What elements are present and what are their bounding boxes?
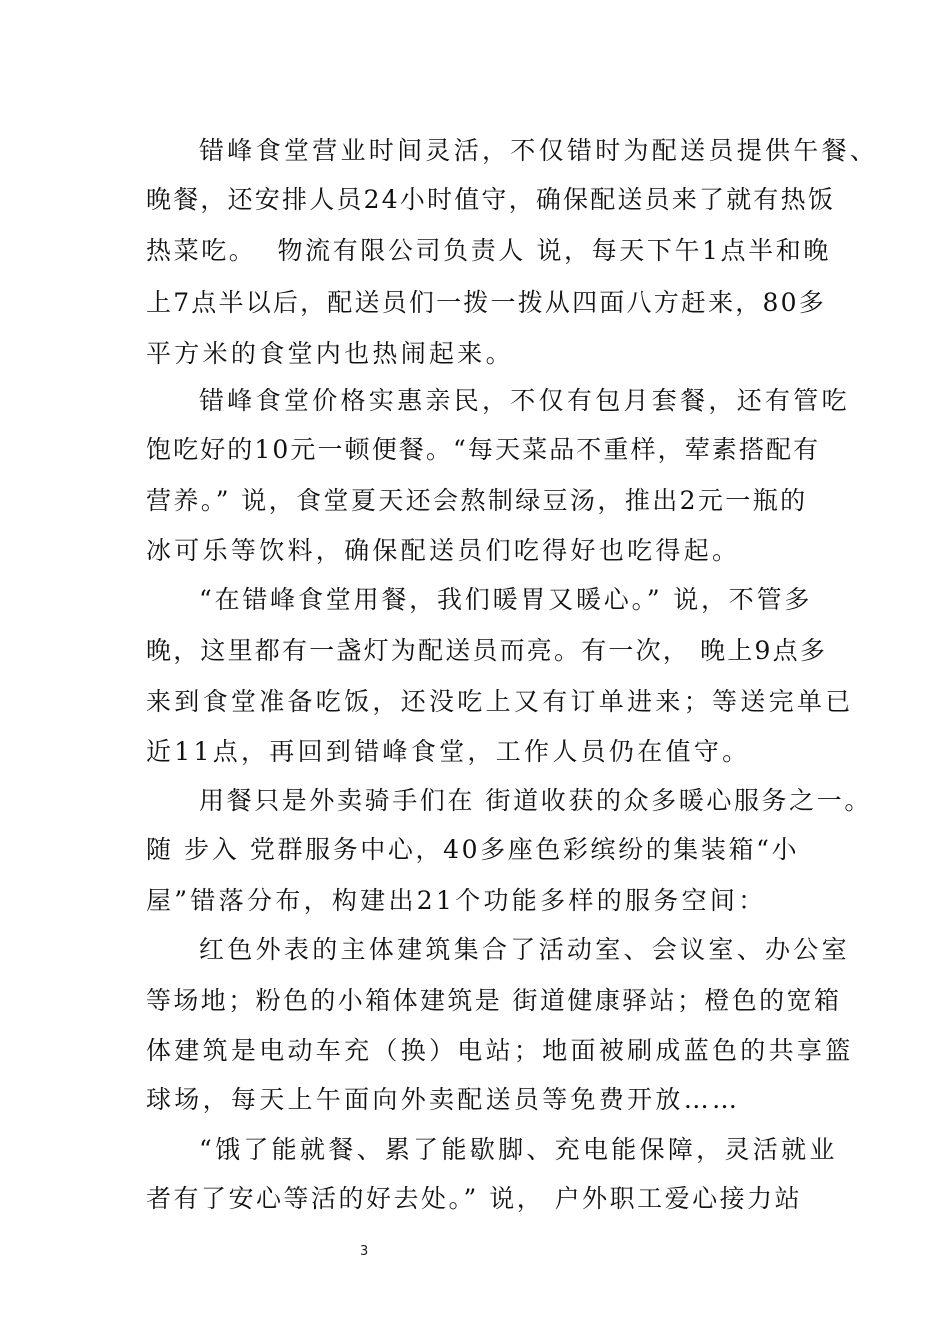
text-line: 球场，每天上午面向外卖配送员等免费开放……	[146, 1085, 741, 1114]
text-line: “在错峰食堂用餐，我们暖胃又暖心。” 说，不管多	[199, 585, 813, 614]
text-line: 饱吃好的10元一顿便餐。“每天菜品不重样，荤素搭配有	[146, 435, 821, 464]
text-line: 随 步入 党群服务中心，40多座色彩缤纷的集装箱“小	[146, 835, 800, 864]
text-line: 用餐只是外卖骑手们在 街道收获的众多暖心服务之一。	[199, 786, 872, 815]
text-line: 来到食堂准备吃饭，还没吃上又有订单进来；等送完单已	[146, 687, 854, 716]
text-line: 等场地；粉色的小箱体建筑是 街道健康驿站；橙色的宽箱	[146, 986, 842, 1015]
text-line: 晚，这里都有一盏灯为配送员而亮。有一次， 晚上9点多	[146, 636, 828, 665]
text-line: 热菜吃。 物流有限公司负责人 说，每天下午1点半和晚	[146, 236, 831, 265]
text-line: 营养。” 说，食堂夏天还会熬制绿豆汤，推出2元一瓶的	[146, 486, 808, 515]
text-line: 平方米的食堂内也热闹起来。	[146, 339, 514, 368]
text-line: 屋”错落分布，构建出21个功能多样的服务空间：	[146, 886, 767, 915]
text-line: 红色外表的主体建筑集合了活动室、会议室、办公室	[199, 935, 850, 964]
text-line: 体建筑是电动车充（换）电站；地面被刷成蓝色的共享篮	[146, 1036, 854, 1065]
text-line: 者有了安心等活的好去处。” 说， 户外职工爱心接力站	[146, 1184, 803, 1213]
text-line: “饿了能就餐、累了能歇脚、充电能保障，灵活就业	[199, 1135, 838, 1164]
text-line: 冰可乐等饮料，确保配送员们吃得好也吃得起。	[146, 536, 741, 565]
text-line: 上7点半以后，配送员们一拨一拨从四面八方赶来，80多	[146, 288, 826, 317]
text-line: 错峰食堂营业时间灵活，不仅错时为配送员提供午餐、	[199, 136, 879, 165]
page-number: 3	[360, 1244, 369, 1259]
text-line: 晚餐，还安排人员24小时值守，确保配送员来了就有热饭	[146, 185, 836, 214]
text-line: 错峰食堂价格实惠亲民，不仅有包月套餐，还有管吃	[199, 386, 850, 415]
text-line: 近11点，再回到错峰食堂，工作人员仍在值守。	[146, 737, 751, 766]
